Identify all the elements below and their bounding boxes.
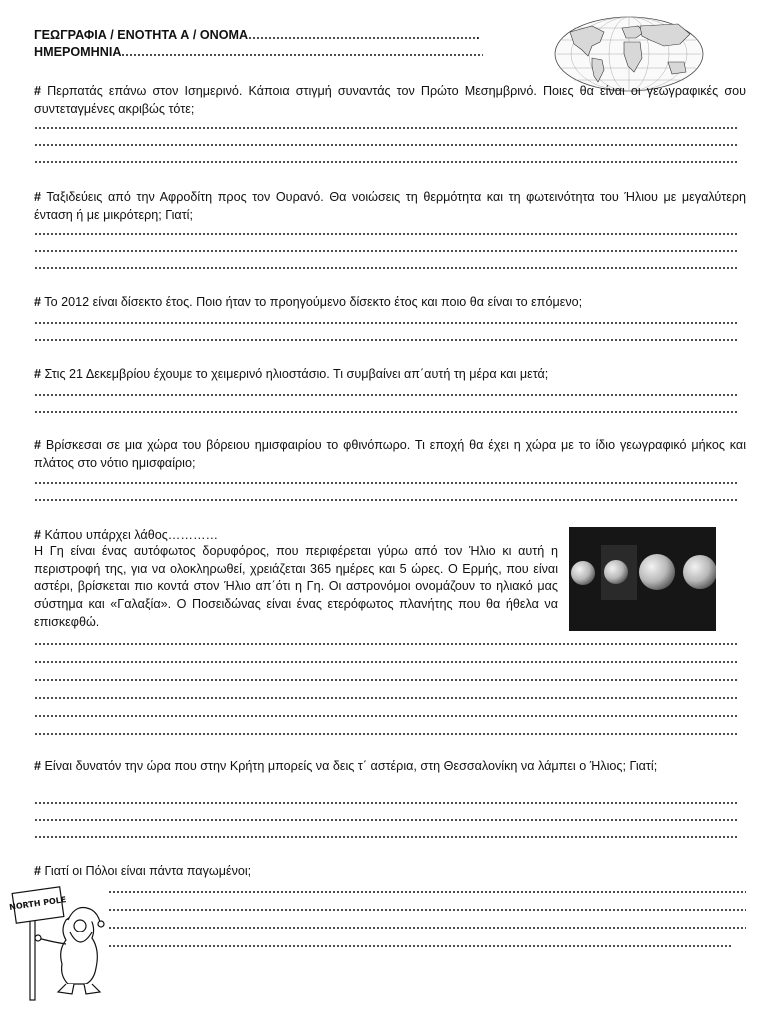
header-title: ΓΕΩΓΡΑΦΙΑ / ΕΝΟΤΗΤΑ Α / ΟΝΟΜΑ — [34, 28, 249, 42]
question-6-marker: # — [34, 528, 42, 542]
question-3 — [34, 293, 746, 311]
answer-line[interactable] — [108, 909, 746, 911]
santa-clipart — [8, 880, 110, 1002]
question-8 — [34, 862, 251, 880]
answer-line[interactable] — [34, 322, 738, 324]
question-6-text: Κάπου υπάρχει λάθος………… — [44, 528, 219, 542]
question-8-text: Γιατί οι Πόλοι είναι πάντα παγωμένοι; — [44, 864, 252, 878]
question-3-marker: # — [34, 295, 42, 309]
question-7 — [34, 757, 746, 775]
answer-line[interactable] — [108, 927, 746, 929]
name-blank[interactable] — [248, 37, 476, 39]
question-5 — [34, 436, 746, 472]
answer-line[interactable] — [108, 945, 732, 947]
question-1-marker: # — [34, 84, 42, 98]
question-1 — [34, 82, 746, 118]
question-4-marker: # — [34, 367, 42, 381]
answer-line[interactable] — [34, 144, 738, 146]
question-4 — [34, 365, 746, 383]
answer-line[interactable] — [34, 394, 738, 396]
question-6-paragraph: Η Γη είναι ένας αυτόφωτος δορυφόρος, που περιφέρεται γύρω από τον Ήλιο κι αυτή η περιστροφή της, για να ολοκληρωθεί, χρειάζεται 365 ημέρες και 5 ώρες. Ο Ερμής, που είναι αστέρι, βρίσκεται πιο κοντά στον Ήλιο απ΄ότι η Γη. Οι αστρονόμοι ονομάζουν το ηλιακό μας σύστημα και «Γαλαξία». Ο Ποσειδώνας είναι ένας ετερόφωτος πλανήτης που θα ήθελα να επισκεφθώ. — [34, 544, 558, 629]
question-3-text: Το 2012 είναι δίσεκτο έτος. Ποιο ήταν το προηγούμενο δίσεκτο έτος και ποιο θα είναι το επόμενο; — [44, 295, 583, 309]
question-8-marker: # — [34, 864, 42, 878]
question-2-text: Ταξιδεύεις από την Αφροδίτη προς τον Ουρανό. Θα νοιώσεις τη θερμότητα και τη φωτεινότητα του Ήλιου με μεγαλύτερη ένταση ή με μικρότερη; Γιατί; — [34, 190, 746, 222]
answer-line[interactable] — [34, 233, 738, 235]
answer-line[interactable] — [34, 679, 738, 681]
question-5-text: Βρίσκεσαι σε μια χώρα του βόρειου ημισφαιρίου το φθινόπωρο. Τι εποχή θα έχει η χώρα με το ίδιο γεωγραφικό μήκος και πλάτος στο νότιο ημισφαίριο; — [34, 438, 746, 470]
question-2-marker: # — [34, 190, 42, 204]
answer-line[interactable] — [34, 339, 738, 341]
answer-line[interactable] — [34, 411, 738, 413]
header-name-line: ΓΕΩΓΡΑΦΙΑ / ΕΝΟΤΗΤΑ Α / ΟΝΟΜΑ . — [34, 28, 480, 42]
answer-line[interactable] — [34, 819, 738, 821]
answer-line[interactable] — [34, 836, 738, 838]
question-2 — [34, 188, 746, 224]
answer-line[interactable] — [34, 697, 738, 699]
date-blank[interactable] — [121, 54, 483, 56]
planets-image — [569, 527, 716, 631]
answer-line[interactable] — [34, 802, 738, 804]
answer-line[interactable] — [34, 267, 738, 269]
santa-sign-text: NORTH POLE — [8, 895, 67, 912]
question-1-text: Περπατάς επάνω στον Ισημερινό. Κάποια στιγμή συναντάς τον Πρώτο Μεσημβρινό. Ποιες θα είναι οι γεωγραφικές σου συντεταγμένες ακριβώς τότε; — [34, 84, 746, 116]
question-7-marker: # — [34, 759, 42, 773]
answer-line[interactable] — [34, 482, 738, 484]
header-date-label: ΗΜΕΡΟΜΗΝΙΑ — [34, 45, 122, 59]
answer-line[interactable] — [34, 715, 738, 717]
answer-line[interactable] — [34, 733, 738, 735]
answer-line[interactable] — [34, 499, 738, 501]
question-6 — [34, 526, 218, 544]
answer-line[interactable] — [34, 127, 738, 129]
answer-line[interactable] — [34, 661, 738, 663]
answer-line[interactable] — [34, 643, 738, 645]
question-5-marker: # — [34, 438, 42, 452]
header-date-line — [34, 45, 483, 59]
answer-line[interactable] — [34, 161, 738, 163]
answer-line[interactable] — [34, 250, 738, 252]
question-7-text: Είναι δυνατόν την ώρα που στην Κρήτη μπορείς να δεις τ΄ αστέρια, στη Θεσσαλονίκη να λάμπει ο Ήλιος; Γιατί; — [44, 759, 658, 773]
question-4-text: Στις 21 Δεκεμβρίου έχουμε το χειμερινό ηλιοστάσιο. Τι συμβαίνει απ΄αυτή τη μέρα και μετά; — [44, 367, 549, 381]
answer-line[interactable] — [108, 891, 746, 893]
